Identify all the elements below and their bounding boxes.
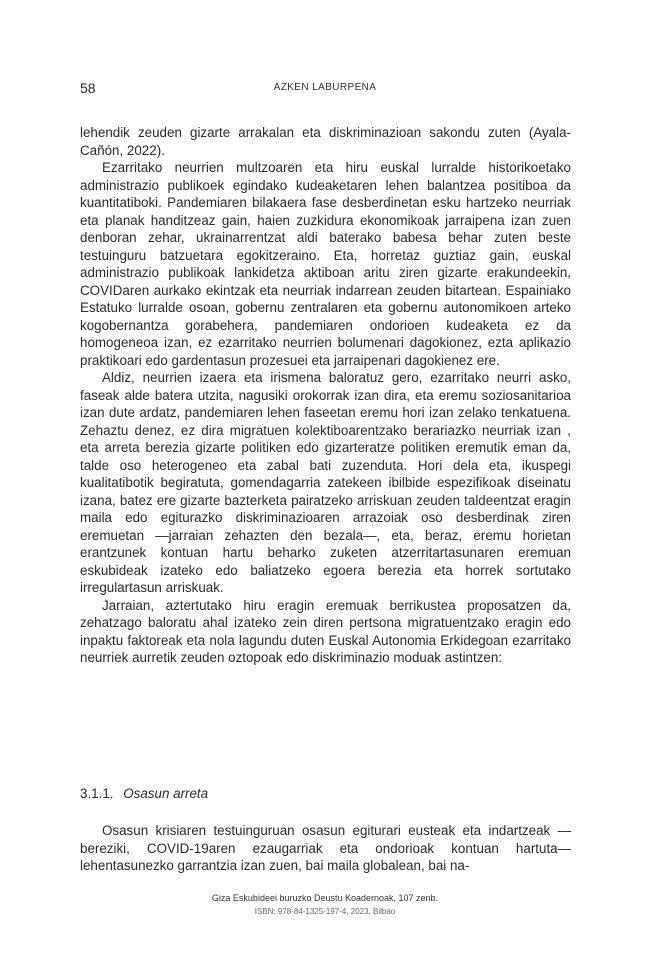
paragraph: Jarraian, aztertutako hiru eragin eremuak berrikustea proposatzen da, zehatzago baloratu ahal izateko zein diren pertsona migratuentzako eragin edo inpaktu faktoreak eta nola lagundu duten Euskal Autonomia Erkidegoan ezarritako neurriek aurretik zeuden oztopoak edo diskriminazio moduak astintzen: — [80, 597, 571, 665]
body-text — [80, 124, 571, 667]
section-paragraph: Osasun krisiaren testuinguruan osasun egiturari eusteak eta indartzeak —bereziki, COVID-19aren ezaugarriak eta ondorioak kontuan hartuta— lehentasunezko garrantzia izan zuen, bai maila globalean, bai na- — [80, 823, 571, 873]
page-number: 58 — [80, 80, 96, 96]
footer-isbn: ISBN: 978-84-1325-197-4, 2023, Bilbao — [254, 907, 396, 916]
section-number: 3.1.1. — [80, 786, 114, 801]
paragraph: Ezarritako neurrien multzoaren eta hiru euskal lurralde historikoetako administrazio publikoek egindako kudeaketaren lehen balantzea positiboa da kuantitatiboki. Pandemiaren bilakaera fase desberdinetan esku hartzeko neurriak eta planak handitzeaz gain, haien zuzkidura ekonomikoak jarraipena izan zuen denboran zehar, ukrainarrentzat aldi baterako babesa behar zuten beste testuinguru batzuetara egokitzeraino. Eta, horretaz guztiaz gain, euskal administrazio publikoak lankidetza aktiboan aritu ziren gizarte erakundeekin, COVIDaren aurkako ekintzak eta neurriak indarrean zeuden bitartean. Espainiako Estatuko lurralde osoan, gobernu zentralaren eta gobernu autonomikoen arteko kogobernantza gorabehera, pandemiaren ondorioen kudeaketa ez da homogeneoa izan, ez ezarritako neurrien bolumenari dagokionez, ezta aplikazio praktikoari edo gardentasun prozesuei eta jarraipenari dagokienez ere. — [80, 160, 571, 368]
section-title: Osasun arreta — [123, 786, 209, 801]
running-head: AZKEN LABURPENA — [273, 82, 377, 93]
footer-journal: Giza Eskubideei buruzko Deustu Koadernoak, 107 zenb. — [211, 893, 439, 903]
section-heading — [80, 786, 208, 801]
paragraph: Aldiz, neurrien izaera eta irismena baloratuz gero, ezarritako neurri asko, faseak alde batera utzita, nagusiki orokorrak izan dira, eta eremu soziosanitarioa izan dute ardatz, pandemiaren lehen faseetan eremu hori izan zelako tenkatuena. Zehaztu denez, ez dira migratuen kolektiboarentzako berariazko neurriak izan , eta arreta berezia gizarte politiken edo gizarteratze politiken eremutik eman da, talde oso heterogeneo eta zabal bati zuzenduta. Hori dela eta, ikuspegi kualitatibotik begiratuta, gomendagarria zatekeen ibilbide espezifikoak diseinatu izana, batez ere gizarte bazterketa pairatzeko arriskuan zeuden taldeentzat eragin maila edo egiturazko diskriminazioaren arrazoiak oso desberdinak ziren eremuetan —jarraian zehazten den bezala—, eta, beraz, eremu horietan erantzunek kontuan hartu beharko zuketen atzerritartasunaren eremuan eskubideak izateko edo baliatzeko egoera berezia eta horrek sortutako irregulartasun arriskuak. — [80, 370, 571, 595]
paragraph: lehendik zeuden gizarte arrakalan eta diskriminazioan sakondu zuten (Ayala-Cañón, 2022). — [80, 125, 571, 158]
